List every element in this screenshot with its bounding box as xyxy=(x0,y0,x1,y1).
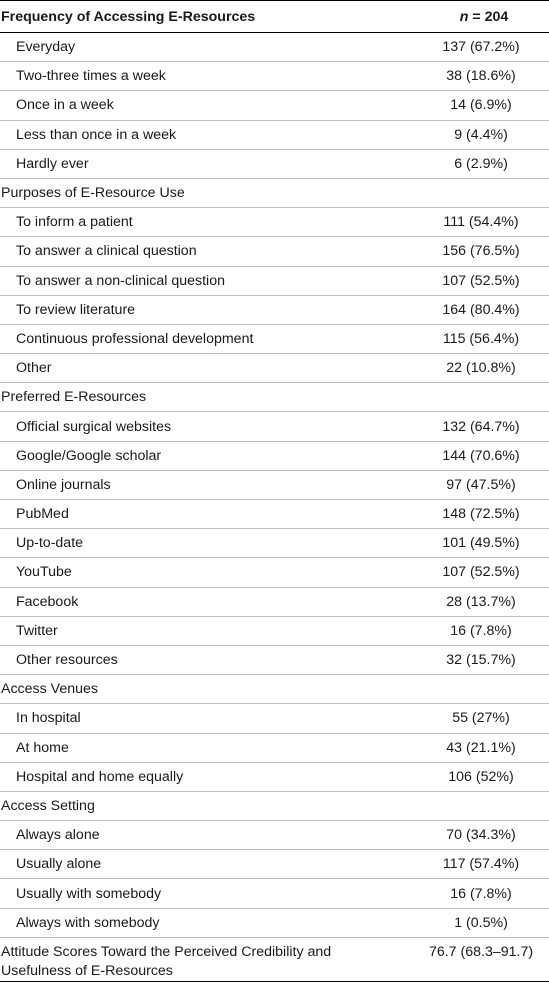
table-row xyxy=(0,267,549,296)
table-row xyxy=(0,821,549,850)
row-value: 16 (7.8%) xyxy=(450,622,512,639)
table-row xyxy=(0,208,549,237)
row-label: Facebook xyxy=(16,593,79,610)
row-label: At home xyxy=(16,739,69,756)
row-label: Hospital and home equally xyxy=(16,768,184,785)
row-label: Online journals xyxy=(16,476,111,493)
row-label: To inform a patient xyxy=(16,214,133,231)
row-label: Always with somebody xyxy=(16,914,160,931)
table-row xyxy=(0,237,549,266)
table-group-heading xyxy=(0,792,549,821)
table-row xyxy=(0,704,549,733)
row-label: Usually alone xyxy=(16,856,102,873)
row-value: 144 (70.6%) xyxy=(442,447,520,464)
row-value: 32 (15.7%) xyxy=(446,652,516,669)
row-value: 132 (64.7%) xyxy=(442,418,520,435)
row-label: Official surgical websites xyxy=(16,418,172,435)
table-row xyxy=(0,646,549,675)
row-label: Once in a week xyxy=(16,97,114,114)
row-label: Attitude Scores Toward the Perceived Credibility and Usefulness of E-Resources xyxy=(1,943,332,979)
table-group-heading xyxy=(0,383,549,412)
header-n-symbol: n xyxy=(459,8,469,25)
table-row xyxy=(0,617,549,646)
row-value: 97 (47.5%) xyxy=(446,476,516,493)
row-value: 28 (13.7%) xyxy=(446,593,516,610)
table-row xyxy=(0,763,549,792)
table-row xyxy=(0,588,549,617)
row-value: 1 (0.5%) xyxy=(454,914,508,931)
row-label: Purposes of E-Resource Use xyxy=(1,185,185,202)
row-value: 106 (52%) xyxy=(448,768,514,785)
row-label: Access Venues xyxy=(1,681,99,698)
table-row xyxy=(0,850,549,879)
row-label: Access Setting xyxy=(1,797,95,814)
header-label: Frequency of Accessing E-Resources xyxy=(1,8,256,25)
table-group-heading xyxy=(0,179,549,208)
row-value: 156 (76.5%) xyxy=(442,243,520,260)
table-row xyxy=(0,62,549,91)
row-label: To answer a clinical question xyxy=(16,243,197,260)
row-value: 6 (2.9%) xyxy=(454,155,508,172)
row-label: Up-to-date xyxy=(16,535,84,552)
row-label: Always alone xyxy=(16,827,100,844)
table-row xyxy=(0,471,549,500)
table-row xyxy=(0,558,549,587)
row-value: 22 (10.8%) xyxy=(446,360,516,377)
row-label: Everyday xyxy=(16,39,76,56)
table-row xyxy=(0,412,549,441)
row-value: 148 (72.5%) xyxy=(442,506,520,523)
row-label: PubMed xyxy=(16,506,69,523)
row-value: 76.7 (68.3–91.7) xyxy=(428,943,534,960)
row-label: Other xyxy=(16,360,52,377)
table-row xyxy=(0,879,549,908)
row-label: In hospital xyxy=(16,710,81,727)
row-value: 115 (56.4%) xyxy=(442,330,520,347)
row-label: Less than once in a week xyxy=(16,126,177,143)
row-value: 70 (34.3%) xyxy=(446,827,516,844)
row-value: 117 (57.4%) xyxy=(442,856,520,873)
row-value: 43 (21.1%) xyxy=(446,739,516,756)
table-row xyxy=(0,734,549,763)
table-body xyxy=(0,33,549,938)
row-value: 16 (7.8%) xyxy=(450,885,512,902)
row-value: 55 (27%) xyxy=(452,710,510,727)
row-label: Two-three times a week xyxy=(16,68,166,85)
row-value: 101 (49.5%) xyxy=(442,535,520,552)
table-header xyxy=(0,0,549,33)
header-sample-size xyxy=(419,9,549,25)
table-group-heading xyxy=(0,675,549,704)
row-label: Continuous professional development xyxy=(16,330,254,347)
table-row xyxy=(0,121,549,150)
table-row xyxy=(0,33,549,62)
row-value: 111 (54.4%) xyxy=(443,214,519,231)
row-label: To review literature xyxy=(16,301,136,318)
table-row xyxy=(0,909,549,938)
table-row xyxy=(0,150,549,179)
table-row-attitude-score xyxy=(0,938,549,982)
row-value: 137 (67.2%) xyxy=(442,39,520,56)
table-row xyxy=(0,529,549,558)
row-label: Hardly ever xyxy=(16,155,89,172)
row-label: Usually with somebody xyxy=(16,885,162,902)
table-row xyxy=(0,296,549,325)
row-value: 107 (52.5%) xyxy=(442,564,520,581)
table-row xyxy=(0,354,549,383)
row-label: Preferred E-Resources xyxy=(1,389,147,406)
row-value: 14 (6.9%) xyxy=(450,97,512,114)
row-value: 164 (80.4%) xyxy=(442,301,520,318)
row-value: 107 (52.5%) xyxy=(442,272,520,289)
row-value: 9 (4.4%) xyxy=(454,126,508,143)
header-n-value: = 204 xyxy=(468,8,509,25)
row-label: Twitter xyxy=(16,622,58,639)
row-label: YouTube xyxy=(16,564,72,581)
row-value: 38 (18.6%) xyxy=(446,68,516,85)
table-row xyxy=(0,442,549,471)
row-label: Other resources xyxy=(16,652,118,669)
table-row xyxy=(0,325,549,354)
row-label: Google/Google scholar xyxy=(16,447,162,464)
table-row xyxy=(0,91,549,120)
row-label: To answer a non-clinical question xyxy=(16,272,225,289)
table-row xyxy=(0,500,549,529)
